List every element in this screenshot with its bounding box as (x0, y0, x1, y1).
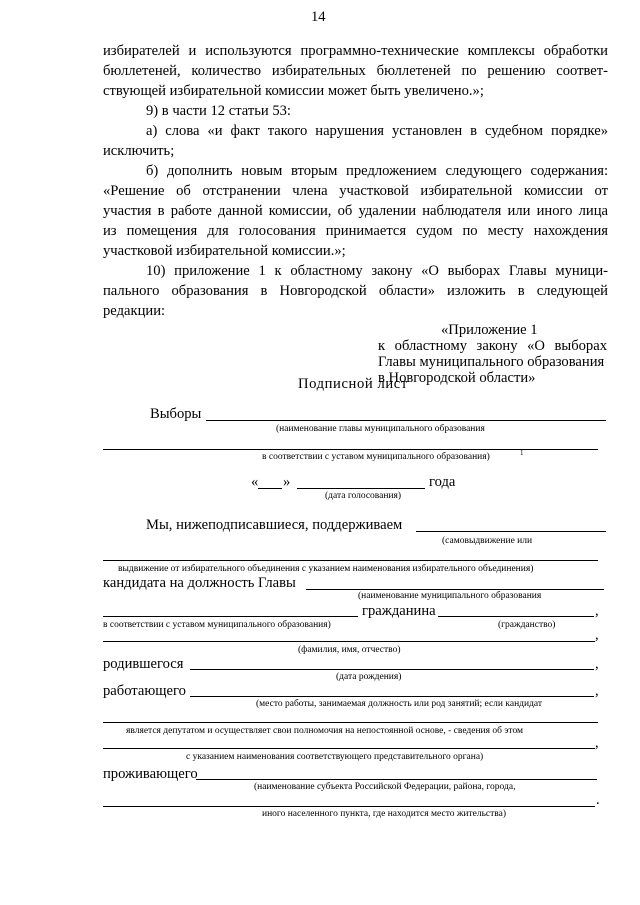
field-line[interactable] (196, 779, 597, 780)
paragraph-line: «Решение об отстранении члена участковой избирательной комиссии от (103, 183, 608, 199)
comma: , (595, 683, 599, 699)
paragraph-line: бюллетеней, количество избирательных бюллетеней по решению соответ- (103, 63, 608, 79)
hint-samovydv: (самовыдвижение или (442, 536, 533, 546)
appendix-line: в Новгородской области» (378, 370, 536, 386)
paragraph-line: 9) в части 12 статьи 53: (146, 103, 291, 119)
hint-fio: (фамилия, имя, отчество) (298, 645, 401, 655)
label-rodivsh: родившегося (103, 656, 184, 672)
hint-ustav: в соответствии с уставом муниципального образования) (262, 452, 490, 462)
field-line[interactable] (103, 806, 595, 807)
label-grazhdanina: гражданина (362, 603, 436, 619)
label-vybory: Выборы (150, 406, 202, 422)
date-open-quote: « (251, 474, 259, 490)
comma: , (595, 603, 599, 619)
label-kandidat: кандидата на должность Главы (103, 575, 296, 591)
paragraph-line: 10) приложение 1 к областному закону «О выборах Главы муници- (146, 263, 608, 279)
hint-vydvizh: выдвижение от избирательного объединения с указанием наименования избирательного объединения) (118, 564, 534, 574)
field-line[interactable] (103, 722, 598, 723)
field-line[interactable] (103, 616, 358, 617)
hint-mo: (наименование муниципального образования (358, 591, 542, 601)
date-day-line[interactable] (258, 488, 282, 489)
comma: , (595, 627, 599, 643)
period: . (596, 792, 600, 808)
field-line[interactable] (206, 420, 606, 421)
paragraph-line: исключить; (103, 143, 175, 159)
paragraph-line: ствующей избирательной комиссии может быть увеличено.»; (103, 83, 484, 99)
hint-deputat: является депутатом и осуществляет свои полномочия на непостоянной основе, - сведения об этом (126, 726, 524, 736)
field-line[interactable] (103, 560, 598, 561)
label-my: Мы, нижеподписавшиеся, поддерживаем (146, 517, 403, 533)
paragraph-line: б) дополнить новым вторым предложением следующего содержания: (146, 163, 608, 179)
field-line[interactable] (306, 589, 604, 590)
label-rabot: работающего (103, 683, 186, 699)
page-number: 14 (311, 9, 326, 25)
date-month-line[interactable] (297, 488, 425, 489)
hint-grazhd: (гражданство) (498, 620, 556, 630)
hint-date: (дата голосования) (325, 491, 402, 501)
field-line[interactable] (190, 696, 594, 697)
comma: , (595, 735, 599, 751)
hint-np: иного населенного пункта, где находится место жительства) (262, 809, 507, 819)
paragraph-line: участковой избирательной комиссии.»; (103, 243, 346, 259)
date-close-quote: » (283, 474, 291, 490)
label-goda: года (429, 474, 456, 490)
form-title: Подписной лист (298, 376, 408, 392)
appendix-line: Главы муниципального образования (378, 354, 605, 370)
footnote-mark: 1 (520, 449, 524, 457)
field-line[interactable] (416, 531, 606, 532)
paragraph-line: редакции: (103, 303, 166, 319)
hint-ustav: в соответствии с уставом муниципального образования) (103, 620, 331, 630)
comma: , (595, 656, 599, 672)
label-prozhiv: проживающего (103, 766, 198, 782)
paragraph-line: а) слова «и факт такого нарушения установлен в судебном порядке» (146, 123, 608, 139)
appendix-line: «Приложение 1 (441, 322, 538, 338)
hint-work: (место работы, занимаемая должность или род занятий; если кандидат (256, 699, 543, 709)
field-line[interactable] (103, 641, 595, 642)
paragraph-line: из помещения для голосования принимается судом по месту нахождения (103, 223, 608, 239)
field-line[interactable] (438, 616, 594, 617)
hint-subj: (наименование субъекта Российской Федерации, района, города, (254, 782, 516, 792)
hint-glava: (наименование главы муниципального образования (276, 424, 485, 434)
hint-organ: с указанием наименования соответствующего представительного органа) (186, 752, 484, 762)
paragraph-line: пального образования в Новгородской области» изложить в следующей (103, 283, 608, 299)
paragraph-line: избирателей и используются программно-технические комплексы обработки (103, 43, 608, 59)
paragraph-line: участия в работе данной комиссии, об удалении наблюдателя или иного лица (103, 203, 608, 219)
hint-dr: (дата рождения) (336, 672, 402, 682)
field-line[interactable] (103, 748, 595, 749)
field-line[interactable] (190, 669, 594, 670)
appendix-line: к областному закону «О выборах (378, 338, 607, 354)
